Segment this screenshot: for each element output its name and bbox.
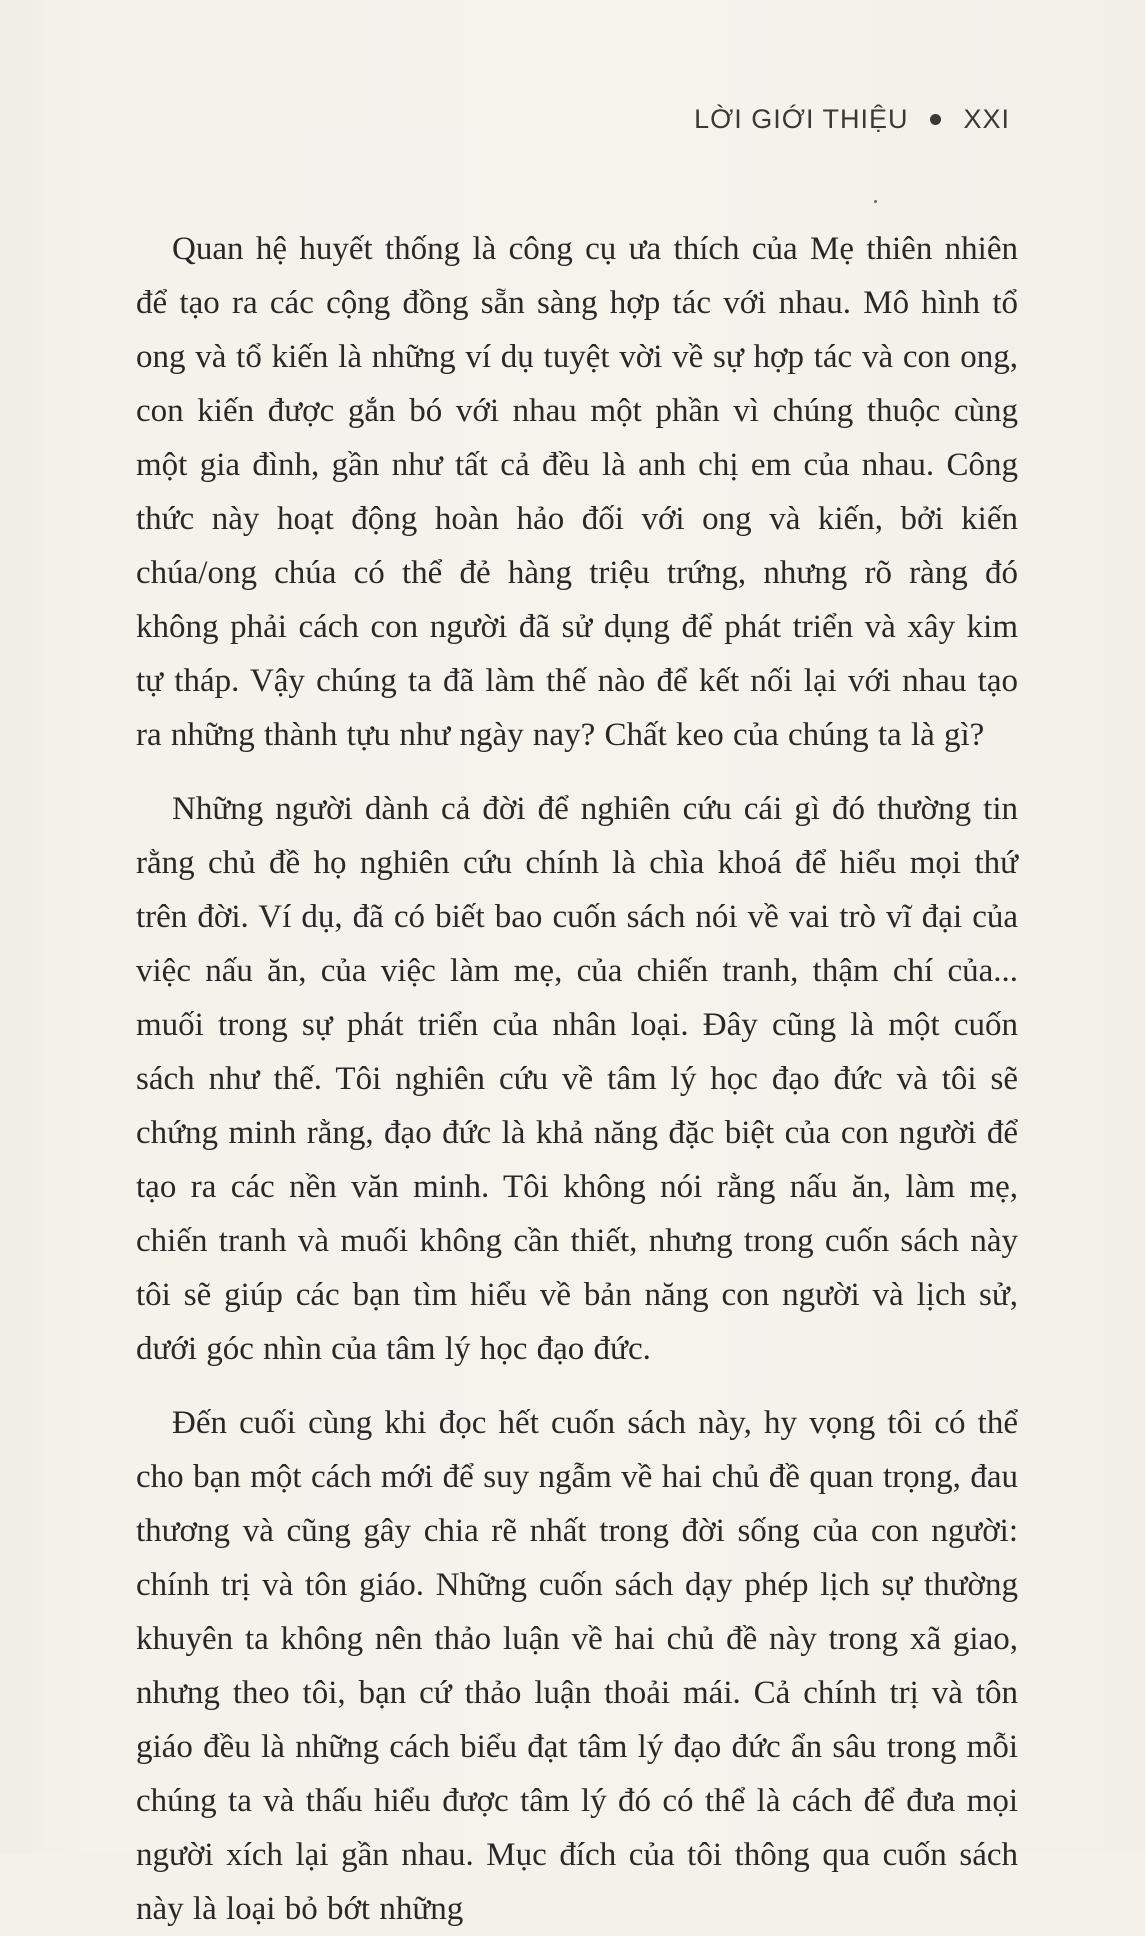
paragraph-1: Quan hệ huyết thống là công cụ ưa thích của Mẹ thiên nhiên để tạo ra các cộng đồng sẵn sàng hợp tác với nhau. Mô hình tổ ong và tổ kiến là những ví dụ tuyệt vời về sự hợp tác và con ong, con kiến được gắn bó với nhau một phần vì chúng thuộc cùng một gia đình, gần như tất cả đều là anh chị em của nhau. Công thức này hoạt động hoàn hảo đối với ong và kiến, bởi kiến chúa/ong chúa có thể đẻ hàng triệu trứng, nhưng rõ ràng đó không phải cách con người đã sử dụng để phát triển và xây kim tự tháp. Vậy chúng ta đã làm thế nào để kết nối lại với nhau tạo ra những thành tựu như ngày nay? Chất keo của chúng ta là gì? [136,231,1018,753]
running-header [694,104,1010,135]
bullet-separator-icon [930,114,941,125]
page-number: XXI [963,104,1010,134]
body-text [136,222,1018,1936]
print-speck [874,200,877,203]
paragraph-3: Đến cuối cùng khi đọc hết cuốn sách này, hy vọng tôi có thể cho bạn một cách mới để suy ngẫm về hai chủ đề quan trọng, đau thương và cũng gây chia rẽ nhất trong đời sống của con người: chính trị và tôn giáo. Những cuốn sách dạy phép lịch sự thường khuyên ta không nên thảo luận về hai chủ đề này trong xã giao, nhưng theo tôi, bạn cứ thảo luận thoải mái. Cả chính trị và tôn giáo đều là những cách biểu đạt tâm lý đạo đức ẩn sâu trong mỗi chúng ta và thấu hiểu được tâm lý đó có thể là cách để đưa mọi người xích lại gần nhau. Mục đích của tôi thông qua cuốn sách này là loại bỏ bớt những [136,1405,1018,1927]
section-title: LỜI GIỚI THIỆU [694,104,909,134]
paragraph-2: Những người dành cả đời để nghiên cứu cái gì đó thường tin rằng chủ đề họ nghiên cứu chính là chìa khoá để hiểu mọi thứ trên đời. Ví dụ, đã có biết bao cuốn sách nói về vai trò vĩ đại của việc nấu ăn, của việc làm mẹ, của chiến tranh, thậm chí của... muối trong sự phát triển của nhân loại. Đây cũng là một cuốn sách như thế. Tôi nghiên cứu về tâm lý học đạo đức và tôi sẽ chứng minh rằng, đạo đức là khả năng đặc biệt của con người để tạo ra các nền văn minh. Tôi không nói rằng nấu ăn, làm mẹ, chiến tranh và muối không cần thiết, nhưng trong cuốn sách này tôi sẽ giúp các bạn tìm hiểu về bản năng con người và lịch sử, dưới góc nhìn của tâm lý học đạo đức. [136,791,1018,1367]
